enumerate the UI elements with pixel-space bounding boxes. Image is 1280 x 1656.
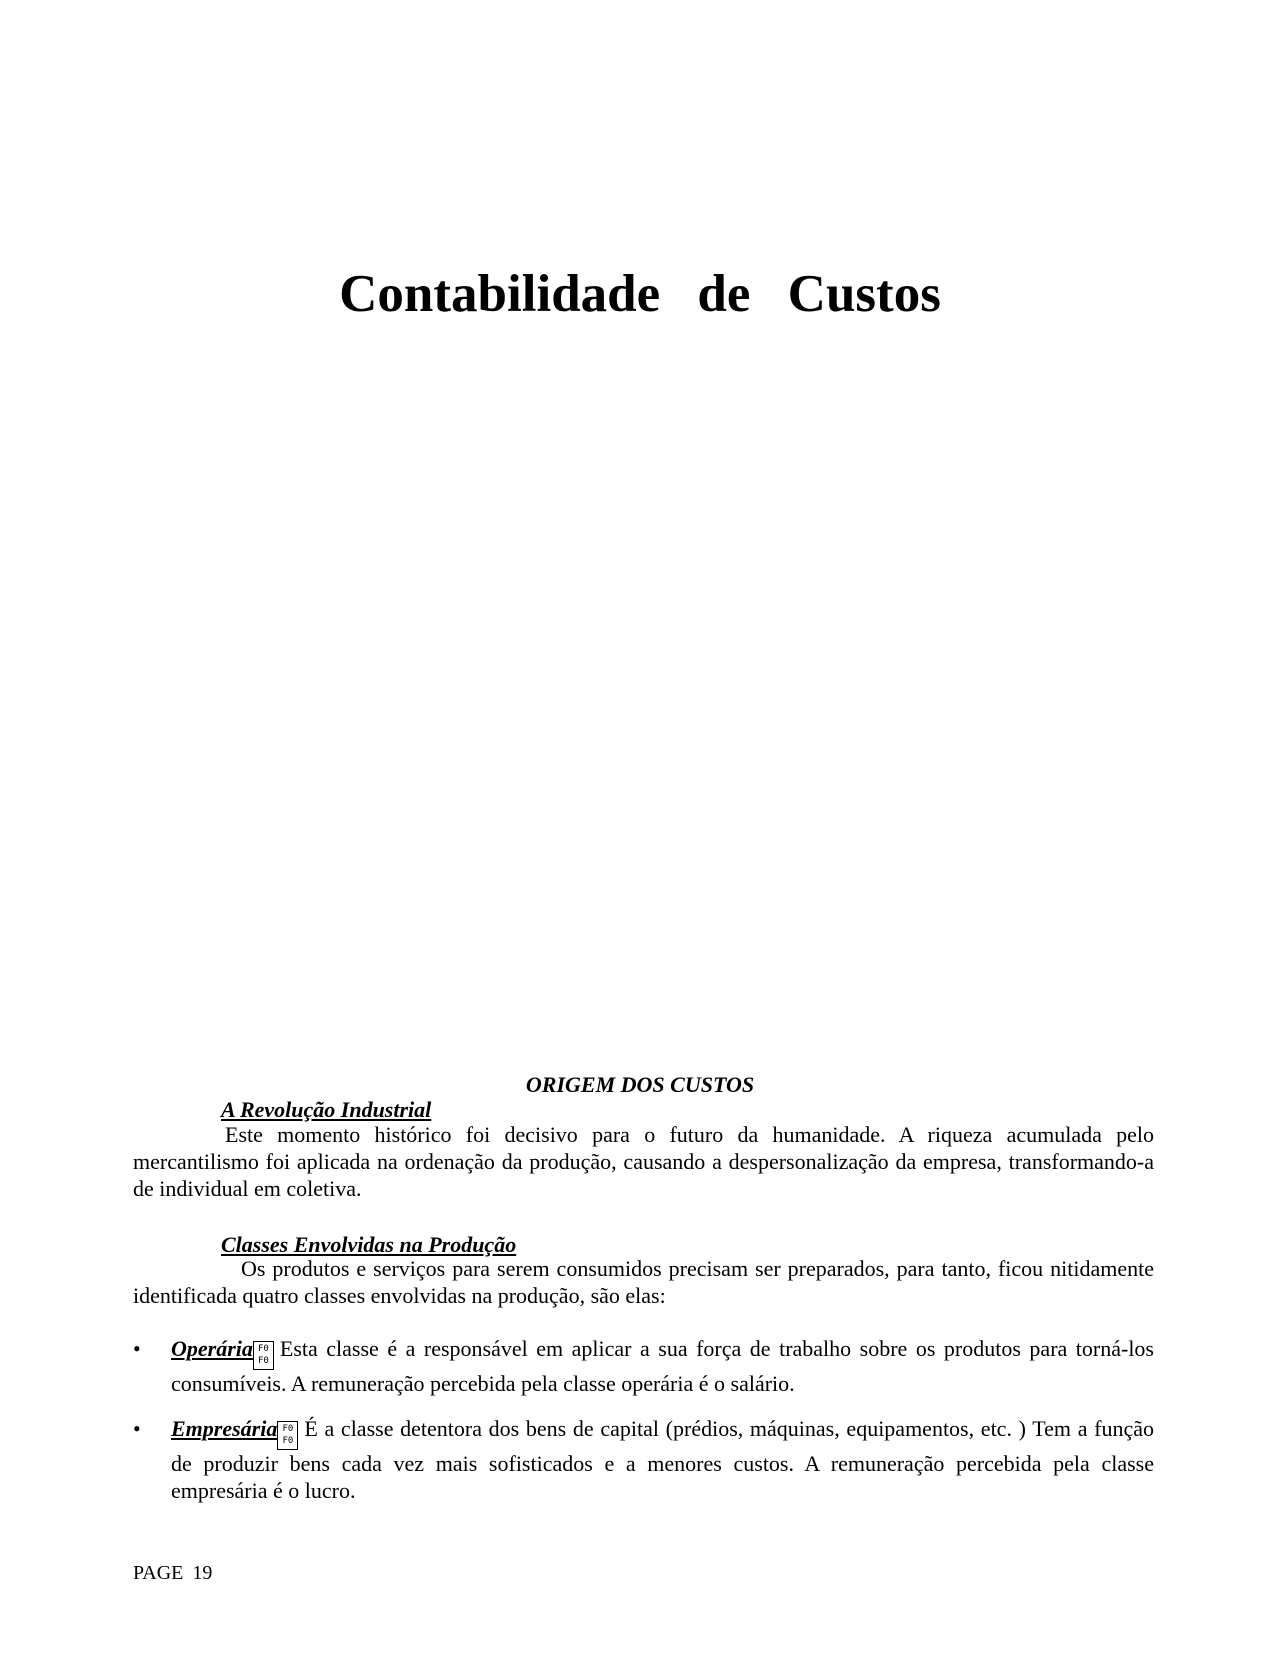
missing-glyph-icon: F0 F0 [277, 1421, 298, 1450]
bullet-term: Operária [171, 1336, 253, 1361]
paragraph-revolucao [133, 1121, 1154, 1202]
page-number: PAGE 19 [133, 1562, 213, 1584]
bullet-marker: • [133, 1416, 141, 1441]
bullet-term: Empresária [171, 1416, 278, 1441]
paragraph-text: Este momento histórico foi decisivo para o futuro da humanidade. A riqueza acumulada pelo mercantilismo foi aplicada na ordenação da produção, causando a despersonalização da empresa, transformando-a de individual em coletiva. [133, 1122, 1154, 1201]
bullet-text: Esta classe é a responsável em aplicar a sua força de trabalho sobre os produtos para torná-los consumíveis. A remuneração percebida pela classe operária é o salário. [171, 1336, 1154, 1396]
bullet-body [171, 1415, 1154, 1504]
bullet-marker: • [133, 1336, 141, 1361]
bullet-item-operaria [133, 1335, 1154, 1397]
paragraph-classes [133, 1255, 1154, 1309]
subsection-heading-revolucao: A Revolução Industrial [221, 1097, 432, 1122]
document-title: Contabilidade de Custos [339, 265, 941, 323]
subsection-heading-classes: Classes Envolvidas na Produção [221, 1232, 517, 1257]
bullet-body [171, 1335, 1154, 1397]
section-title: ORIGEM DOS CUSTOS [525, 1072, 755, 1097]
paragraph-text: Os produtos e serviços para serem consumidos precisam ser preparados, para tanto, ficou nitidamente identificada quatro classes envolvidas na produção, são elas: [133, 1256, 1154, 1308]
bullet-text: É a classe detentora dos bens de capital (prédios, máquinas, equipamentos, etc. ) Tem a função de produzir bens cada vez mais sofisticados e a menores custos. A remuneração percebida pela classe empresária é o lucro. [171, 1416, 1154, 1503]
bullet-item-empresaria [133, 1415, 1154, 1504]
missing-glyph-icon: F0 F0 [253, 1341, 274, 1370]
